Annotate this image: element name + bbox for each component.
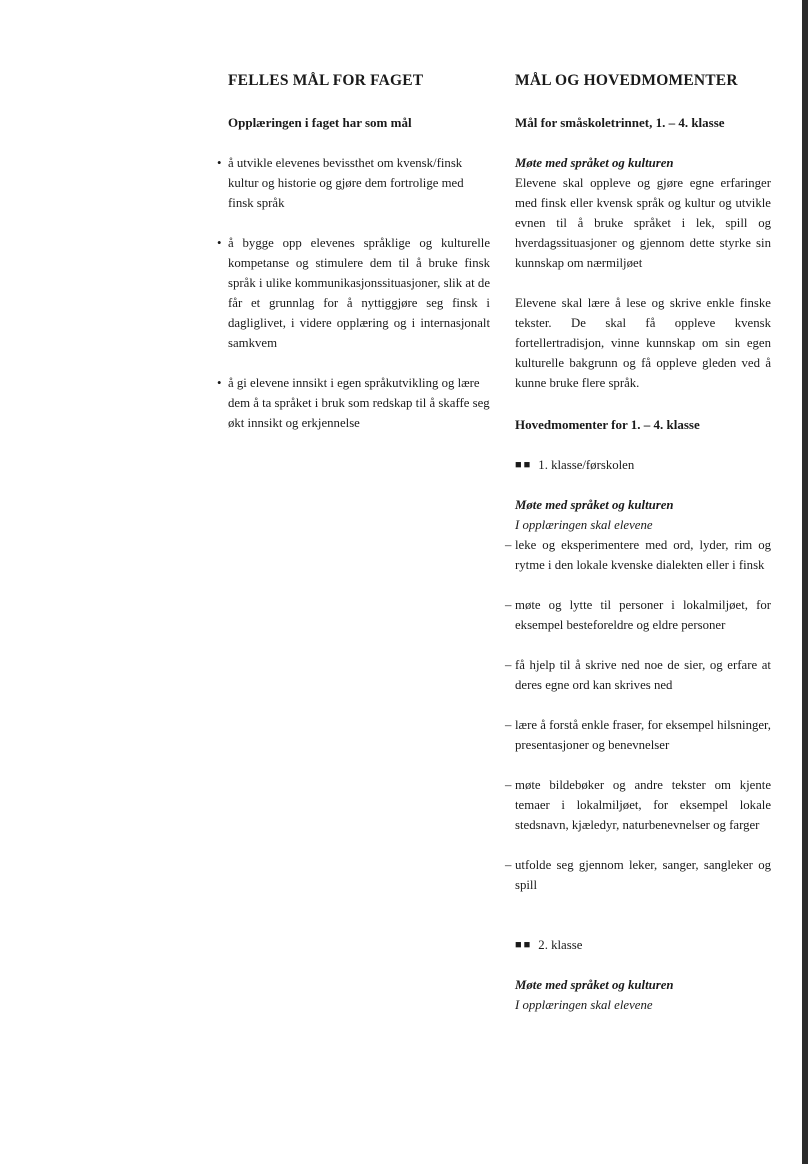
bullet-icon: • [217, 156, 222, 170]
dash-icon: – [505, 538, 512, 552]
intro-section [515, 153, 771, 273]
list-item-text: lære å forstå enkle fraser, for eksempel hilsninger, presentasjoner og benevnelser [515, 718, 771, 752]
dash-icon: – [505, 718, 512, 732]
grade-label: 2. klasse [538, 938, 583, 952]
dash-icon: – [505, 598, 512, 612]
goal-text: å gi elevene innsikt i egen språkutvikling og lære dem å ta språket i bruk som redskap til å skaffe seg økt innsikt og erkjennelse [228, 376, 490, 430]
goal-item [217, 233, 490, 353]
goal-item [217, 373, 492, 433]
section-intro: I opplæringen skal elevene [515, 998, 653, 1012]
grade-1-section [505, 495, 771, 915]
square-bullet-icon: ■■ [515, 459, 533, 471]
grade-1-list [505, 535, 771, 895]
goal-text: å utvikle elevenes bevissthet om kvensk/finsk kultur og historie og gjøre dem fortrolige med finsk språk [228, 156, 464, 210]
main-points-heading: Hovedmomenter for 1. – 4. klasse [515, 417, 700, 432]
list-item-text: leke og eksperimentere med ord, lyder, rim og rytme i den lokale kvenske dialekten eller i finsk [515, 538, 771, 572]
dash-icon: – [505, 858, 512, 872]
section-title: Møte med språket og kulturen [515, 156, 674, 170]
section-title: Møte med språket og kulturen [515, 978, 674, 992]
goals-list [217, 153, 492, 453]
left-heading: FELLES MÅL FOR FAGET [228, 72, 424, 89]
paragraph: Elevene skal lære å lese og skrive enkle finske tekster. De skal få oppleve kvensk fortellertradisjon, vinne kunnskap om sin egen kulturelle bakgrunn og få oppleve gleden ved å kunne bruke flere språk. [515, 296, 771, 390]
bullet-icon: • [217, 376, 222, 390]
list-item-text: utfolde seg gjennom leker, sanger, sangleker og spill [515, 858, 771, 892]
list-item [505, 855, 771, 895]
bullet-icon: • [217, 236, 222, 250]
list-item [505, 535, 771, 575]
dash-icon: – [505, 658, 512, 672]
list-item [505, 715, 771, 755]
list-item [505, 655, 771, 695]
dash-icon: – [505, 778, 512, 792]
grade-2-section [515, 975, 771, 1015]
goal-text: å bygge opp elevenes språklige og kulturelle kompetanse og stimulere dem til å bruke finsk språk i ulike kommunikasjonssituasjoner, slik at de får et grunnlag for å nyttiggjøre seg finsk i dagliglivet, i videre opplæring og i internasjonalt samkvem [228, 236, 490, 350]
section-intro: I opplæringen skal elevene [515, 518, 653, 532]
right-heading: MÅL OG HOVEDMOMENTER [515, 72, 738, 89]
list-item-text: få hjelp til å skrive ned noe de sier, og erfare at deres egne ord kan skrives ned [515, 658, 771, 692]
left-subheading: Opplæringen i faget har som mål [228, 115, 412, 130]
paragraph: Elevene skal oppleve og gjøre egne erfaringer med finsk eller kvensk språk og kultur og utvikle evnen til å bruke språket i lek, spill og hverdagssituasjoner og gjennom dette styrke sin kunnskap om nærmiljøet [515, 176, 771, 270]
list-item-text: møte og lytte til personer i lokalmiljøet, for eksempel besteforeldre og eldre personer [515, 598, 771, 632]
section-title: Møte med språket og kulturen [515, 498, 674, 512]
list-item [505, 775, 771, 835]
page-edge [802, 0, 808, 1164]
grade-label: 1. klasse/førskolen [538, 458, 635, 472]
goals-heading: Mål for småskoletrinnet, 1. – 4. klasse [515, 115, 725, 130]
list-item [505, 595, 771, 635]
square-bullet-icon: ■■ [515, 939, 533, 951]
goal-item [217, 153, 492, 213]
grade-2-header [515, 935, 582, 955]
list-item-text: møte bildebøker og andre tekster om kjente temaer i lokalmiljøet, for eksempel lokale stedsnavn, kjæledyr, naturbenevnelser og farger [515, 778, 771, 832]
grade-1-header [515, 455, 634, 475]
